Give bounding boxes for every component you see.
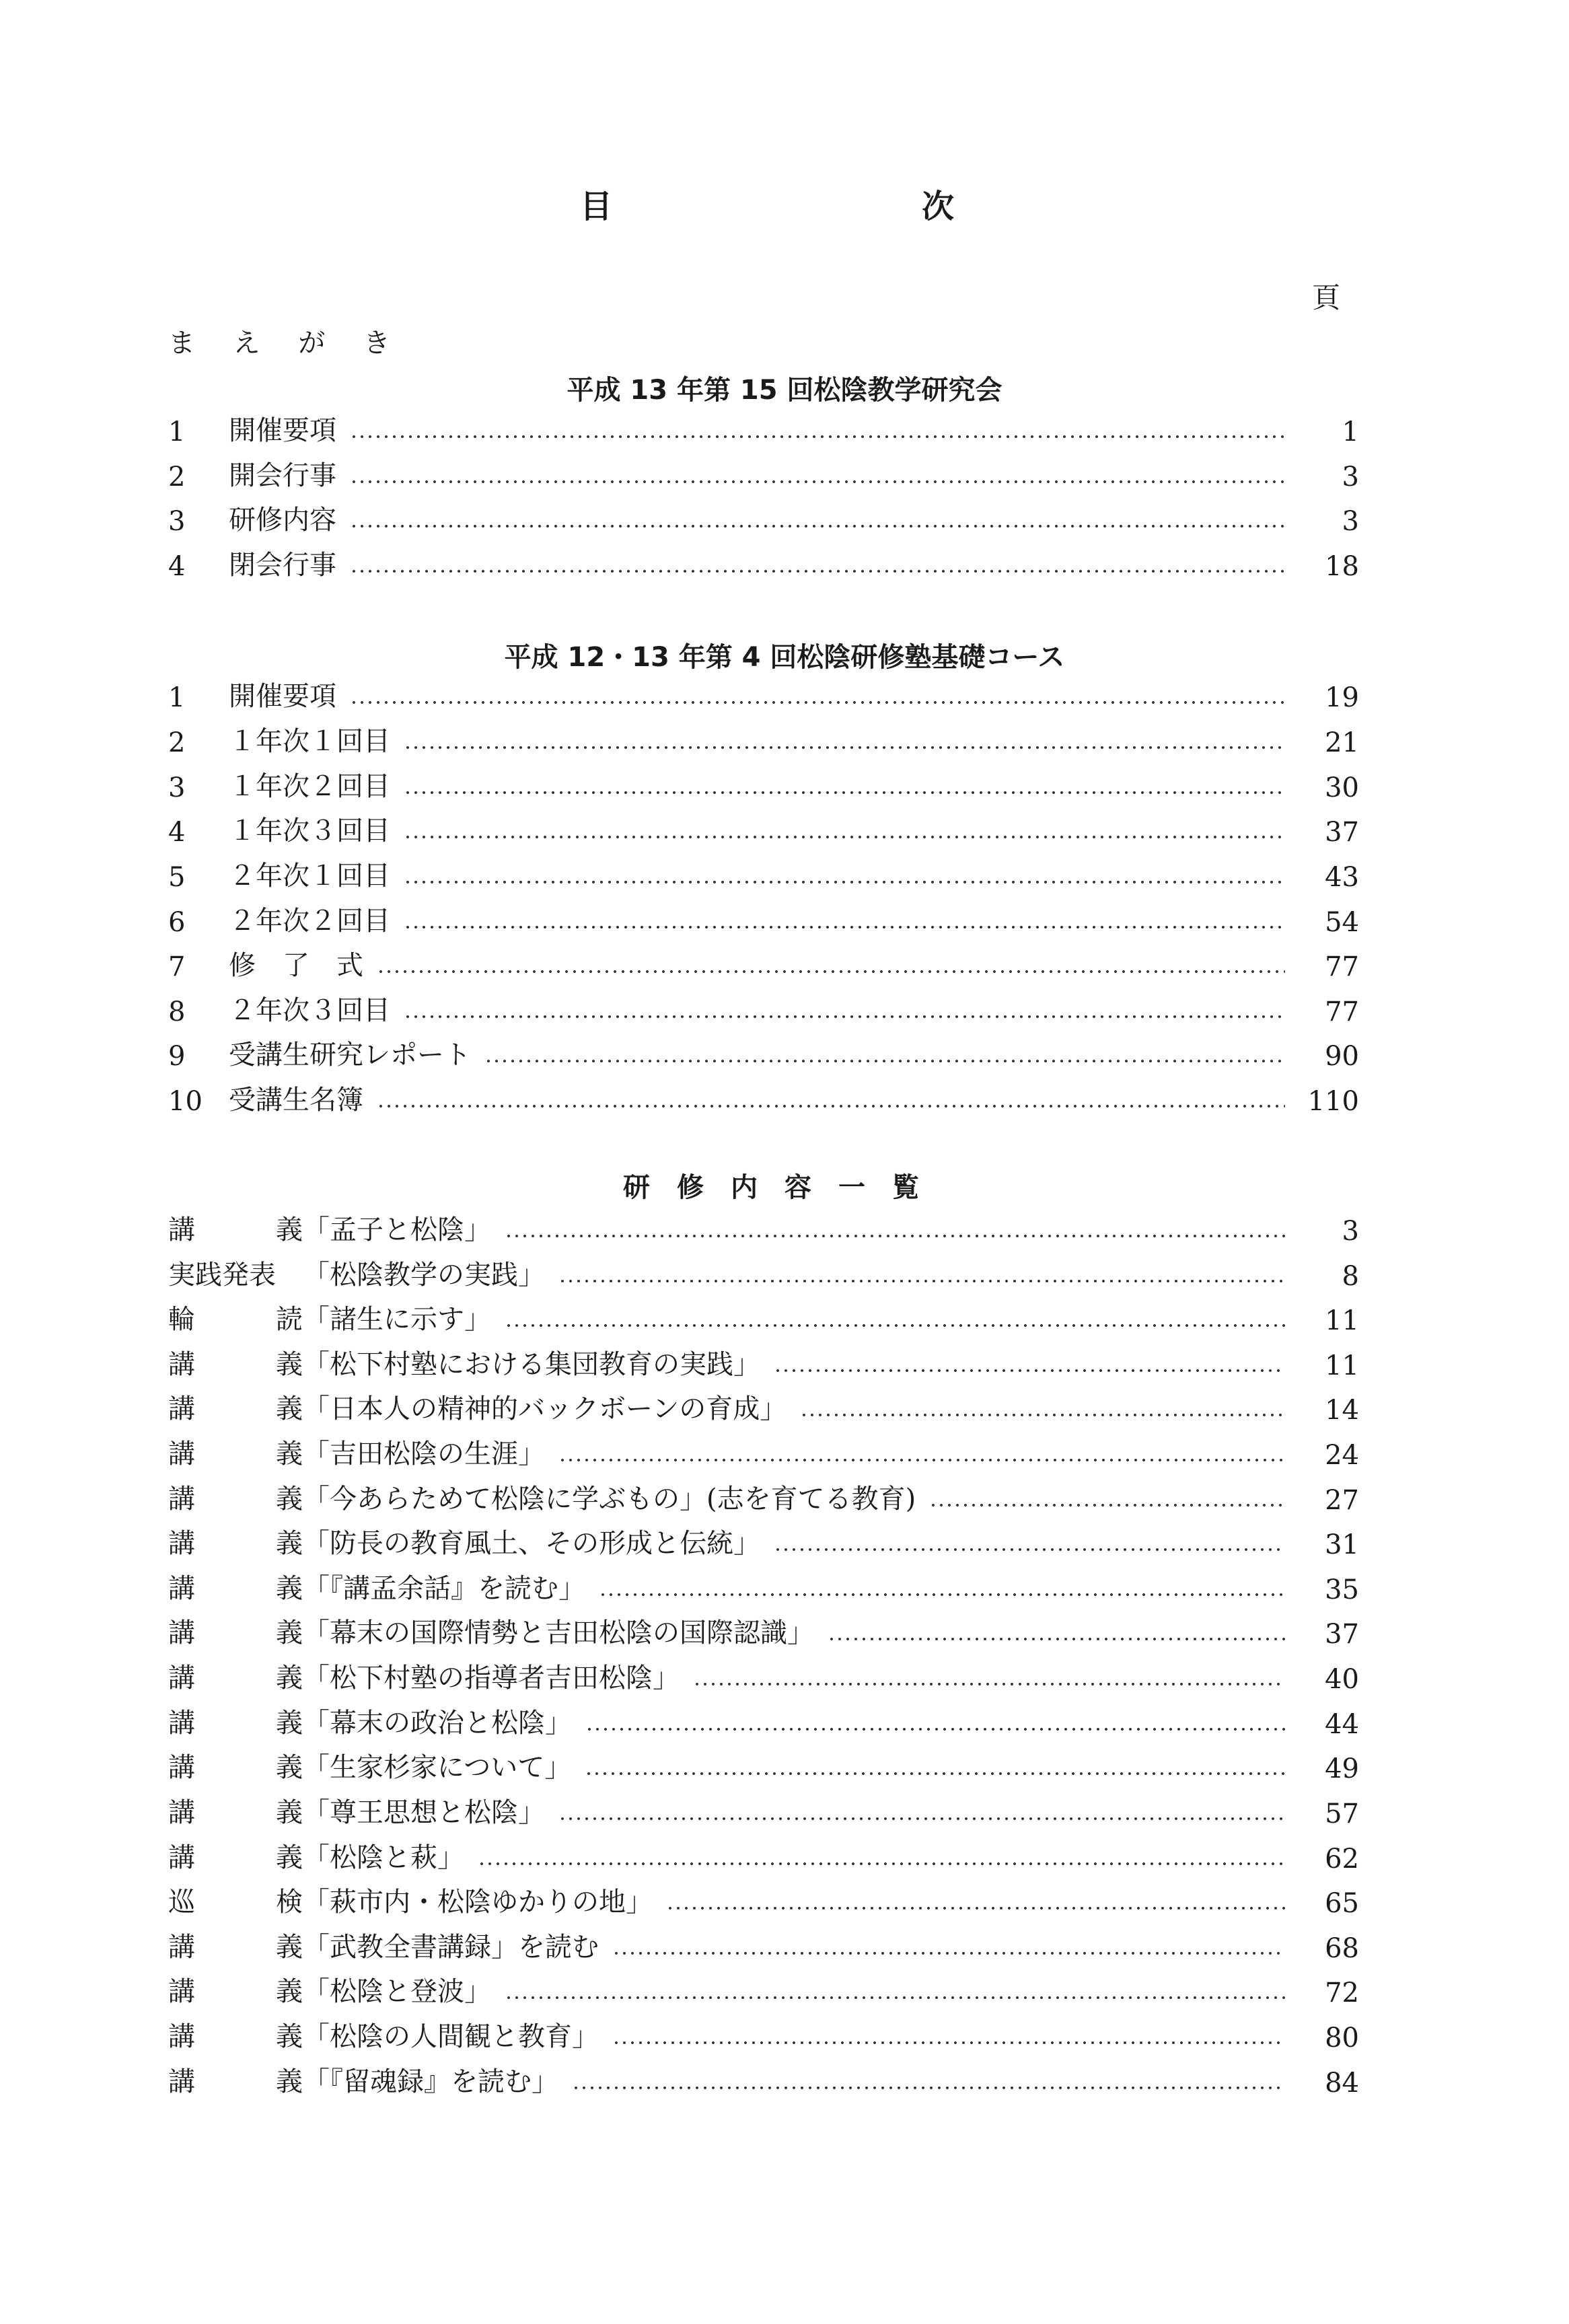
row-page: 3 — [1342, 506, 1359, 537]
row-label: １年次２回目 — [229, 771, 390, 802]
category-char: 講 — [168, 1663, 195, 1694]
row-title: 「尊王思想と松陰」 — [303, 1797, 545, 1828]
row-label: 修 了 式 — [229, 950, 363, 981]
leader-dots — [404, 743, 1285, 752]
leader-dots — [505, 1994, 1285, 2002]
leader-dots — [505, 1321, 1285, 1330]
toc-row — [168, 1879, 1359, 1919]
row-title: 「吉田松陰の生涯」 — [303, 1439, 545, 1469]
row-page: 54 — [1325, 907, 1359, 938]
row-page: 84 — [1325, 2068, 1359, 2099]
row-page: 8 — [1342, 1261, 1359, 1292]
category-char: 義 — [276, 2066, 303, 2097]
toc-row — [168, 2013, 1359, 2054]
row-number: 7 — [168, 951, 186, 982]
toc-row — [168, 1385, 1359, 1426]
row-number: 4 — [168, 817, 186, 848]
row-page: 18 — [1325, 551, 1359, 582]
row-page: 27 — [1325, 1485, 1359, 1516]
category-char: 講 — [168, 1976, 195, 2007]
toc-row — [168, 807, 1359, 848]
row-number: 4 — [168, 551, 186, 582]
row-number: 10 — [168, 1086, 203, 1117]
category-char: 義 — [276, 1618, 303, 1648]
row-title: 「諸生に示す」 — [303, 1304, 491, 1335]
title-char-right: 次 — [922, 188, 955, 225]
row-category — [168, 1611, 303, 1650]
row-title: 「幕末の政治と松陰」 — [303, 1708, 572, 1739]
row-number: 3 — [168, 772, 186, 803]
category-char: 講 — [168, 1528, 195, 1559]
leader-dots — [350, 478, 1285, 486]
row-page: 35 — [1325, 1574, 1359, 1605]
toc-row — [168, 1968, 1359, 2008]
preface-entry — [168, 322, 390, 360]
row-title: 「松下村塾の指導者吉田松陰」 — [303, 1663, 680, 1694]
row-category — [168, 1478, 303, 1516]
row-label: 受講生研究レポート — [229, 1040, 471, 1070]
row-title: 「今あらためて松陰に学ぶもの」(志を育てる教育) — [303, 1484, 916, 1515]
row-page: 19 — [1325, 682, 1359, 713]
leader-dots — [404, 789, 1285, 797]
category-char: 巡 — [168, 1887, 195, 1918]
row-page: 49 — [1325, 1753, 1359, 1784]
title-char-left: 目 — [580, 188, 613, 225]
leader-dots — [505, 1232, 1285, 1240]
toc-row — [168, 1924, 1359, 1964]
row-label: 研修内容 — [229, 505, 336, 536]
row-number: 5 — [168, 862, 186, 893]
row-number: 1 — [168, 416, 186, 447]
category-char: 輪 — [168, 1304, 195, 1335]
row-number: 3 — [168, 506, 186, 537]
leader-dots — [774, 1546, 1285, 1554]
category-char: 講 — [168, 1573, 195, 1604]
category-char: 義 — [276, 1484, 303, 1515]
toc-row — [168, 942, 1359, 982]
row-page: 3 — [1342, 462, 1359, 493]
row-category — [168, 1298, 303, 1336]
toc-row — [168, 452, 1359, 493]
row-category — [168, 1881, 303, 1919]
row-label: ２年次２回目 — [229, 906, 390, 937]
row-label: １年次１回目 — [229, 726, 390, 757]
row-title: 「『講孟余話』を読む」 — [303, 1573, 585, 1604]
row-category — [168, 1970, 303, 2008]
category-char: 義 — [276, 1349, 303, 1380]
row-page: 30 — [1325, 772, 1359, 803]
row-title: 「松陰の人間観と教育」 — [303, 2021, 599, 2052]
category-char: 講 — [168, 1618, 195, 1648]
toc-row — [168, 1744, 1359, 1784]
category-char: 講 — [168, 1752, 195, 1783]
category-char: 義 — [276, 1663, 303, 1694]
toc-row — [168, 852, 1359, 893]
toc-row — [168, 1789, 1359, 1829]
row-category — [168, 2015, 303, 2054]
row-label: 開会行事 — [229, 460, 336, 491]
preface-char: え — [233, 328, 260, 359]
toc-row — [168, 407, 1359, 447]
toc-row — [168, 898, 1359, 938]
section3-heading: 研修内容一覧 — [623, 1172, 946, 1203]
row-category — [168, 1836, 303, 1875]
row-title: 「武教全書講録」を読む — [303, 1932, 599, 1963]
leader-dots — [558, 1815, 1285, 1823]
preface-char: き — [363, 328, 390, 359]
category-char: 義 — [276, 1842, 303, 1873]
row-category — [168, 1343, 303, 1381]
category-char: 義 — [276, 1528, 303, 1559]
row-page: 31 — [1325, 1529, 1359, 1560]
leader-dots — [693, 1680, 1285, 1688]
leader-dots — [350, 567, 1285, 575]
toc-row — [168, 1700, 1359, 1740]
category-char: 講 — [168, 1214, 195, 1245]
row-label: 開催要項 — [229, 415, 336, 446]
leader-dots — [666, 1904, 1285, 1912]
category-char: 義 — [276, 1708, 303, 1739]
category-char: 講 — [168, 1932, 195, 1963]
leader-dots — [558, 1456, 1285, 1464]
row-page: 37 — [1325, 817, 1359, 848]
row-page: 90 — [1325, 1041, 1359, 1072]
leader-dots — [484, 1057, 1285, 1065]
row-number: 6 — [168, 907, 186, 938]
toc-row — [168, 1296, 1359, 1336]
row-page: 77 — [1325, 996, 1359, 1027]
category-char: 講 — [168, 1797, 195, 1828]
row-number: 2 — [168, 462, 186, 493]
page-column-label: 頁 — [1312, 281, 1341, 314]
toc-row — [168, 1341, 1359, 1381]
row-category — [168, 1432, 303, 1471]
leader-dots — [478, 1860, 1285, 1868]
toc-row — [168, 542, 1359, 582]
category-char: 義 — [276, 1976, 303, 2007]
row-category — [168, 1702, 303, 1740]
toc-row — [168, 1565, 1359, 1605]
leader-dots — [558, 1277, 1285, 1285]
toc-row — [168, 987, 1359, 1027]
leader-dots — [585, 1725, 1285, 1733]
toc-row — [168, 497, 1359, 537]
row-category — [168, 1926, 303, 1964]
row-label: 受講生名簿 — [229, 1085, 363, 1116]
category-char: 義 — [276, 1752, 303, 1783]
row-label: 閉会行事 — [229, 550, 336, 581]
row-page: 68 — [1325, 1933, 1359, 1964]
row-page: 44 — [1325, 1709, 1359, 1740]
leader-dots — [377, 968, 1285, 976]
category-char: 講 — [168, 1439, 195, 1469]
section1-heading: 平成 13 年第 15 回松陰教学研究会 — [567, 375, 1002, 406]
toc-row — [168, 1430, 1359, 1471]
row-title: 「『留魂録』を読む」 — [303, 2066, 558, 2097]
row-number: 2 — [168, 727, 186, 758]
leader-dots — [612, 2039, 1285, 2047]
toc-row — [168, 1077, 1359, 1117]
category-char: 義 — [276, 1797, 303, 1828]
category-char: 検 — [276, 1887, 303, 1918]
category-char: 義 — [276, 1573, 303, 1604]
row-page: 43 — [1325, 862, 1359, 893]
category-char: 義 — [276, 1214, 303, 1245]
row-title: 「生家杉家について」 — [303, 1752, 572, 1783]
row-category — [168, 1208, 303, 1247]
toc-row — [168, 1476, 1359, 1516]
category-char: 講 — [168, 2066, 195, 2097]
toc-row — [168, 1520, 1359, 1560]
row-label: 開催要項 — [229, 681, 336, 712]
toc-row — [168, 1031, 1359, 1072]
toc-row — [168, 718, 1359, 758]
leader-dots — [350, 522, 1285, 530]
preface-char: ま — [168, 328, 195, 359]
row-label: ２年次３回目 — [229, 995, 390, 1026]
category-char: 読 — [276, 1304, 303, 1335]
row-title: 「幕末の国際情勢と吉田松陰の国際認識」 — [303, 1618, 814, 1648]
row-category — [168, 2060, 303, 2099]
row-title: 「松陰教学の実践」 — [303, 1260, 545, 1291]
row-title: 「日本人の精神的バックボーンの育成」 — [303, 1393, 787, 1424]
row-page: 3 — [1342, 1216, 1359, 1247]
leader-dots — [612, 1949, 1285, 1957]
row-page: 11 — [1325, 1305, 1359, 1336]
preface-char: が — [298, 328, 326, 359]
leader-dots — [404, 923, 1285, 931]
section2-heading: 平成 12・13 年第 4 回松陰研修塾基礎コース — [504, 642, 1065, 673]
category-char: 講 — [168, 1349, 195, 1380]
category-char: 義 — [276, 1393, 303, 1424]
row-number: 1 — [168, 682, 186, 713]
leader-dots — [800, 1411, 1285, 1419]
row-label: １年次３回目 — [229, 815, 390, 846]
row-page: 11 — [1325, 1350, 1359, 1381]
row-category — [168, 1791, 303, 1829]
row-page: 62 — [1325, 1844, 1359, 1875]
row-number: 8 — [168, 996, 186, 1027]
row-page: 57 — [1325, 1799, 1359, 1829]
row-label: ２年次１回目 — [229, 861, 390, 892]
leader-dots — [929, 1501, 1285, 1509]
row-category — [168, 1522, 303, 1560]
category-char: 講 — [168, 1393, 195, 1424]
category-char: 講 — [168, 1842, 195, 1873]
row-page: 37 — [1325, 1619, 1359, 1650]
leader-dots — [599, 1591, 1285, 1599]
leader-dots — [585, 1770, 1285, 1778]
leader-dots — [377, 1102, 1285, 1110]
row-page: 110 — [1307, 1086, 1359, 1117]
page-title — [0, 180, 1569, 234]
row-page: 14 — [1325, 1395, 1359, 1426]
leader-dots — [350, 698, 1285, 706]
toc-row — [168, 2058, 1359, 2099]
category-char: 講 — [168, 2021, 195, 2052]
row-page: 21 — [1325, 727, 1359, 758]
category-char: 講 — [168, 1708, 195, 1739]
row-category — [168, 1567, 303, 1605]
leader-dots — [572, 2084, 1285, 2092]
leader-dots — [350, 433, 1285, 441]
toc-row — [168, 763, 1359, 803]
toc-row — [168, 1834, 1359, 1875]
toc-row — [168, 1251, 1359, 1292]
row-page: 72 — [1325, 1977, 1359, 2008]
toc-row — [168, 1206, 1359, 1247]
row-title: 「防長の教育風土、その形成と伝統」 — [303, 1528, 760, 1559]
row-page: 65 — [1325, 1888, 1359, 1919]
row-title: 「松陰と登波」 — [303, 1976, 491, 2007]
row-category — [168, 1657, 303, 1695]
row-page: 40 — [1325, 1664, 1359, 1695]
leader-dots — [828, 1635, 1285, 1643]
leader-dots — [774, 1367, 1285, 1375]
category-char: 講 — [168, 1484, 195, 1515]
category-char: 義 — [276, 2021, 303, 2052]
toc-row — [168, 1655, 1359, 1695]
category-char: 義 — [276, 1932, 303, 1963]
row-category — [168, 1254, 303, 1292]
row-category — [168, 1387, 303, 1426]
category-char: 実践発表 — [168, 1260, 276, 1291]
leader-dots — [404, 878, 1285, 886]
toc-row — [168, 1609, 1359, 1650]
row-page: 77 — [1325, 951, 1359, 982]
row-page: 80 — [1325, 2023, 1359, 2054]
leader-dots — [404, 1013, 1285, 1021]
leader-dots — [404, 833, 1285, 841]
row-number: 9 — [168, 1041, 186, 1072]
category-char: 義 — [276, 1439, 303, 1469]
row-title: 「孟子と松陰」 — [303, 1214, 491, 1245]
row-page: 24 — [1325, 1440, 1359, 1471]
row-title: 「萩市内・松陰ゆかりの地」 — [303, 1887, 653, 1918]
row-title: 「松下村塾における集団教育の実践」 — [303, 1349, 760, 1380]
row-category — [168, 1746, 303, 1784]
row-page: 1 — [1342, 416, 1359, 447]
row-title: 「松陰と萩」 — [303, 1842, 464, 1873]
toc-row — [168, 673, 1359, 713]
